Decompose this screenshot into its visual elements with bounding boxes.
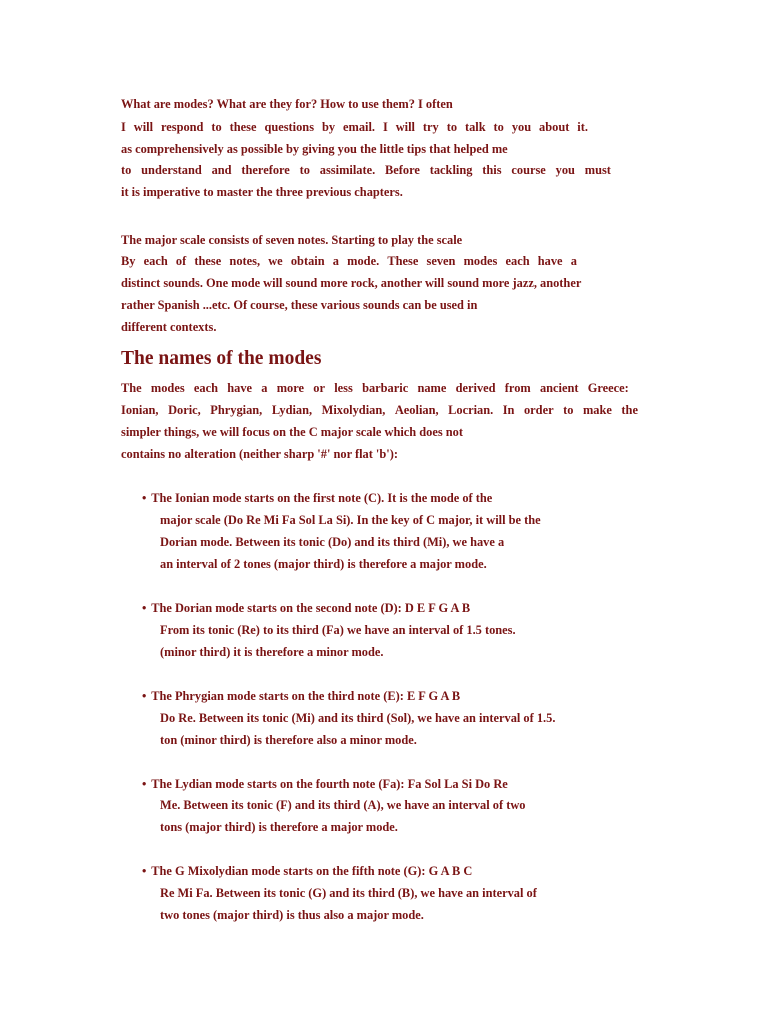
intro-line-justified (121, 162, 611, 178)
scale-line: distinct sounds. One mode will sound more rock, another will sound more jazz, another (121, 276, 582, 290)
word: each (143, 254, 168, 268)
word: have (227, 381, 253, 395)
word: Phrygian, (210, 403, 263, 417)
section-heading: The names of the modes (121, 348, 322, 369)
word: Ionian, (121, 403, 159, 417)
word: name (417, 381, 447, 395)
names-line: contains no alteration (neither sharp '#' nor flat 'b'): (121, 447, 398, 461)
word: to (211, 120, 222, 134)
word: tackling (429, 163, 473, 177)
names-line-justified (121, 380, 629, 396)
word: a (332, 254, 339, 268)
word: Doric, (168, 403, 201, 417)
word: By (121, 254, 136, 268)
bullet-lead-text: The Phrygian mode starts on the third note (E): E F G A B (151, 689, 461, 703)
word: these (229, 120, 257, 134)
word: the (621, 403, 638, 417)
word: have (537, 254, 563, 268)
bullet-glyph: • (142, 777, 147, 791)
word: will (395, 120, 415, 134)
word: Locrian. (448, 403, 494, 417)
bullet-glyph: • (142, 864, 147, 878)
word: try (422, 120, 439, 134)
bullet-lead (142, 863, 472, 879)
word: a (570, 254, 577, 268)
word: Before (385, 163, 420, 177)
word: therefore (241, 163, 290, 177)
bullet-lead-text: The Dorian mode starts on the second note (D): D E F G A B (151, 601, 471, 615)
word: mode. (347, 254, 380, 268)
bullet-line: Do Re. Between its tonic (Mi) and its third (Sol), we have an interval of 1.5. (160, 711, 556, 725)
word: Aeolian, (394, 403, 439, 417)
intro-line-justified (121, 119, 588, 135)
word: talk (464, 120, 486, 134)
scale-line: rather Spanish ...etc. Of course, these various sounds can be used in (121, 298, 478, 312)
word: to (121, 163, 132, 177)
word: each (193, 381, 218, 395)
word: to (563, 403, 574, 417)
word: I (121, 120, 126, 134)
bullet-lead (142, 776, 508, 792)
word: of (175, 254, 187, 268)
bullet-glyph: • (142, 601, 147, 615)
word: I (382, 120, 388, 134)
word: these (194, 254, 222, 268)
bullet-lead (142, 490, 492, 506)
word: barbaric (362, 381, 409, 395)
word: make (582, 403, 612, 417)
word: derived (455, 381, 496, 395)
word: Mixolydian, (321, 403, 386, 417)
word: must (584, 163, 611, 177)
bullet-line: an interval of 2 tones (major third) is therefore a major mode. (160, 557, 487, 571)
word: order (523, 403, 554, 417)
bullet-lead-text: The Lydian mode starts on the fourth note (Fa): Fa Sol La Si Do Re (151, 777, 508, 791)
word: course (511, 163, 546, 177)
word: each (505, 254, 530, 268)
word: assimilate. (319, 163, 376, 177)
word: more (276, 381, 305, 395)
names-line: simpler things, we will focus on the C major scale which does not (121, 425, 464, 439)
bullet-line: Me. Between its tonic (F) and its third (A), we have an interval of two (160, 798, 526, 812)
word: respond (160, 120, 204, 134)
bullet-line: tons (major third) is therefore a major mode. (160, 820, 398, 834)
word: The (121, 381, 142, 395)
word: email. (343, 120, 375, 134)
word: you (511, 120, 532, 134)
word: ancient (539, 381, 579, 395)
word: In (502, 403, 515, 417)
bullet-line: From its tonic (Re) to its third (Fa) we have an interval of 1.5 tones. (160, 623, 516, 637)
word: to (446, 120, 458, 134)
word: notes, (229, 254, 261, 268)
word: it. (577, 120, 588, 134)
word: by (321, 120, 336, 134)
word: questions (264, 120, 315, 134)
intro-line: it is imperative to master the three previous chapters. (121, 185, 403, 199)
word: to (493, 120, 504, 134)
intro-line: as comprehensively as possible by giving you the little tips that helped me (121, 142, 508, 156)
bullet-glyph: • (142, 491, 147, 505)
word: modes (150, 381, 185, 395)
word: a (261, 381, 268, 395)
word: you (555, 163, 575, 177)
word: or (313, 381, 325, 395)
word: to (299, 163, 310, 177)
bullet-line: major scale (Do Re Mi Fa Sol La Si). In the key of C major, it will be the (160, 513, 541, 527)
names-line-justified (121, 402, 638, 418)
word: we (268, 254, 283, 268)
bullet-line: ton (minor third) is therefore also a minor mode. (160, 733, 417, 747)
intro-line: What are modes? What are they for? How to use them? I often (121, 97, 453, 111)
word: from (504, 381, 531, 395)
bullet-line: two tones (major third) is thus also a major mode. (160, 908, 424, 922)
word: seven (426, 254, 456, 268)
bullet-lead-text: The Ionian mode starts on the first note (C). It is the mode of the (151, 491, 493, 505)
word: about (539, 120, 570, 134)
word: understand (141, 163, 202, 177)
bullet-line: Dorian mode. Between its tonic (Do) and its third (Mi), we have a (160, 535, 505, 549)
word: These (387, 254, 419, 268)
bullet-lead (142, 600, 470, 616)
word: and (211, 163, 232, 177)
bullet-glyph: • (142, 689, 147, 703)
scale-line: different contexts. (121, 320, 217, 334)
word: will (133, 120, 154, 134)
word: modes (463, 254, 498, 268)
bullet-lead (142, 688, 460, 704)
word: obtain (290, 254, 325, 268)
word: Lydian, (271, 403, 313, 417)
word: Greece: (587, 381, 629, 395)
bullet-lead-text: The G Mixolydian mode starts on the fifth note (G): G A B C (151, 864, 473, 878)
scale-line: The major scale consists of seven notes. Starting to play the scale (121, 233, 463, 247)
bullet-line: Re Mi Fa. Between its tonic (G) and its third (B), we have an interval of (160, 886, 537, 900)
word: this (482, 163, 502, 177)
scale-line-justified (121, 253, 577, 269)
bullet-line: (minor third) it is therefore a minor mode. (160, 645, 384, 659)
word: less (334, 381, 353, 395)
